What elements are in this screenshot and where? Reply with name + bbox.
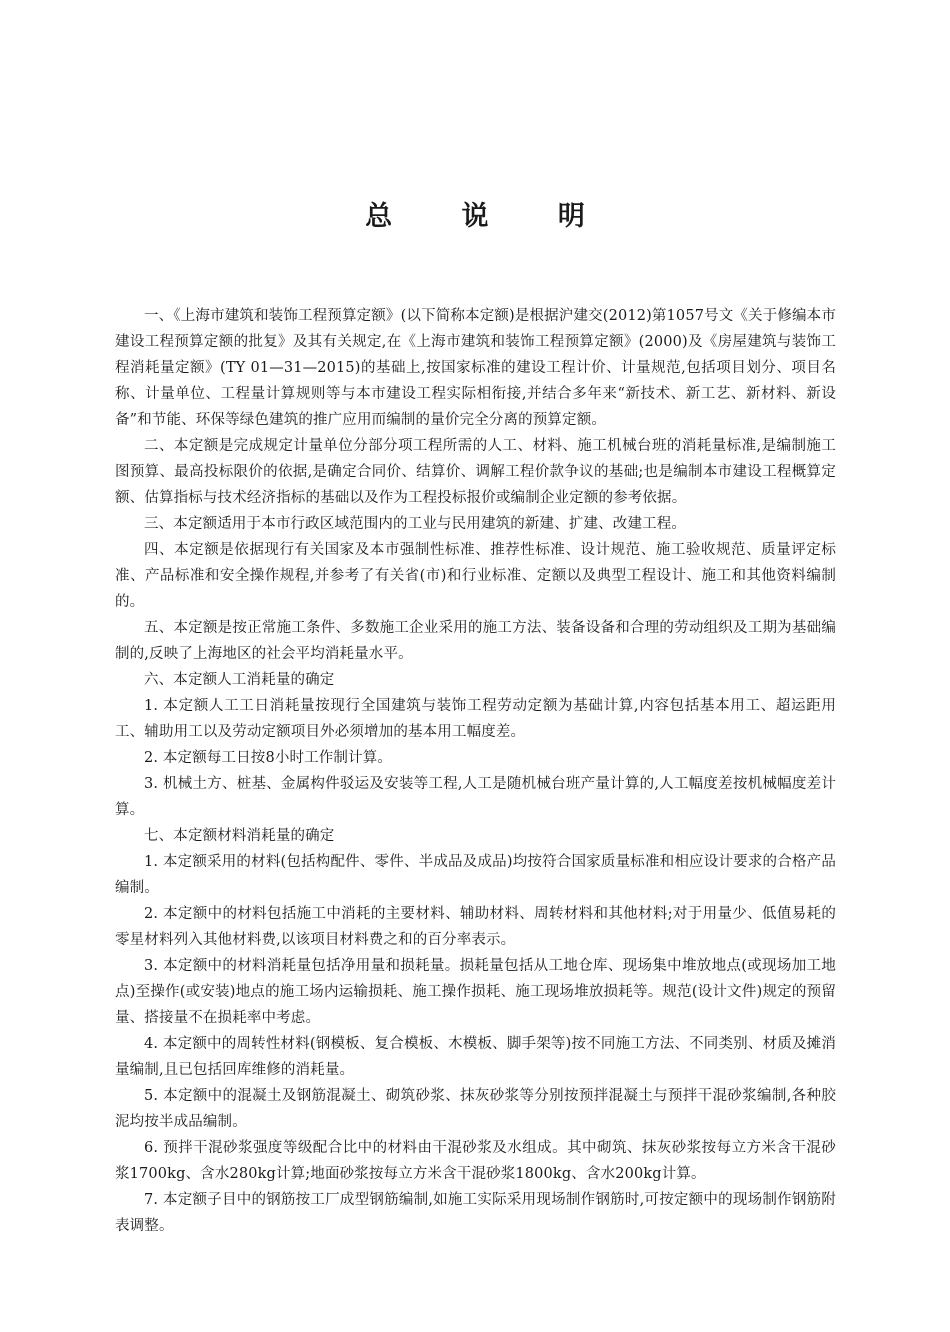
- paragraph: 一、《上海市建筑和装饰工程预算定额》(以下简称本定额)是根据沪建交(2012)第1057号文《关于修编本市建设工程预算定额的批复》及其有关规定,在《上海市建筑和装饰工程预算定额》(2000)及《房屋建筑与装饰工程消耗量定额》(TY 01—31—2015)的基础上,按国家标准的建设工程计价、计量规范,包括项目划分、项目名称、计量单位、工程量计算规则等与本市建设工程实际相衔接,并结合多年来“新技术、新工艺、新材料、新设备”和节能、环保等绿色建筑的推广应用而编制的量价完全分离的预算定额。: [115, 308, 836, 428]
- list-item: 3. 机械土方、桩基、金属构件驳运及安装等工程,人工是随机械台班产量计算的,人工幅度差按机械幅度差计算。: [115, 776, 836, 818]
- section-heading: 六、本定额人工消耗量的确定: [144, 672, 335, 688]
- list-item: 2. 本定额每工日按8小时工作制计算。: [144, 750, 393, 766]
- document-body: [115, 303, 836, 1239]
- paragraph: 四、本定额是依据现行有关国家及本市强制性标准、推荐性标准、设计规范、施工验收规范、质量评定标准、产品标准和安全操作规程,并参考了有关省(市)和行业标准、定额以及典型工程设计、施工和其他资料编制的。: [115, 542, 836, 610]
- list-item: 2. 本定额中的材料包括施工中消耗的主要材料、辅助材料、周转材料和其他材料;对于用量少、低值易耗的零星材料列入其他材料费,以该项目材料费之和的百分率表示。: [115, 906, 836, 948]
- paragraph: 二、本定额是完成规定计量单位分部分项工程所需的人工、材料、施工机械台班的消耗量标准,是编制施工图预算、最高投标限价的依据,是确定合同价、结算价、调解工程价款争议的基础;也是编制本市建设工程概算定额、估算指标与技术经济指标的基础以及作为工程投标报价或编制企业定额的参考依据。: [115, 438, 836, 506]
- paragraph: 五、本定额是按正常施工条件、多数施工企业采用的施工方法、装备设备和合理的劳动组织及工期为基础编制的,反映了上海地区的社会平均消耗量水平。: [115, 620, 836, 662]
- list-item: 1. 本定额采用的材料(包括构配件、零件、半成品及成品)均按符合国家质量标准和相应设计要求的合格产品编制。: [115, 854, 836, 896]
- list-item: 7. 本定额子目中的钢筋按工厂成型钢筋编制,如施工实际采用现场制作钢筋时,可按定额中的现场制作钢筋附表调整。: [115, 1192, 836, 1234]
- list-item: 3. 本定额中的材料消耗量包括净用量和损耗量。损耗量包括从工地仓库、现场集中堆放地点(或现场加工地点)至操作(或安装)地点的施工场内运输损耗、施工操作损耗、施工现场堆放损耗等。规范(设计文件)规定的预留量、搭接量不在损耗率中考虑。: [115, 958, 836, 1026]
- section-heading: 七、本定额材料消耗量的确定: [144, 828, 335, 844]
- list-item: 1. 本定额人工工日消耗量按现行全国建筑与装饰工程劳动定额为基础计算,内容包括基本用工、超运距用工、辅助用工以及劳动定额项目外必须增加的基本用工幅度差。: [115, 698, 836, 740]
- page-title: 总 说 明: [365, 201, 615, 232]
- list-item: 4. 本定额中的周转性材料(钢模板、复合模板、木模板、脚手架等)按不同施工方法、不同类别、材质及摊消量编制,且已包括回库维修的消耗量。: [115, 1036, 836, 1078]
- list-item: 6. 预拌干混砂浆强度等级配合比中的材料由干混砂浆及水组成。其中砌筑、抹灰砂浆按每立方米含干混砂浆1700kg、含水280kg计算;地面砂浆按每立方米含干混砂浆1800kg、含水200kg计算。: [115, 1140, 836, 1182]
- list-item: 5. 本定额中的混凝土及钢筋混凝土、砌筑砂浆、抹灰砂浆等分别按预拌混凝土与预拌干混砂浆编制,各种胶泥均按半成品编制。: [115, 1088, 836, 1130]
- paragraph: 三、本定额适用于本市行政区域范围内的工业与民用建筑的新建、扩建、改建工程。: [144, 516, 687, 532]
